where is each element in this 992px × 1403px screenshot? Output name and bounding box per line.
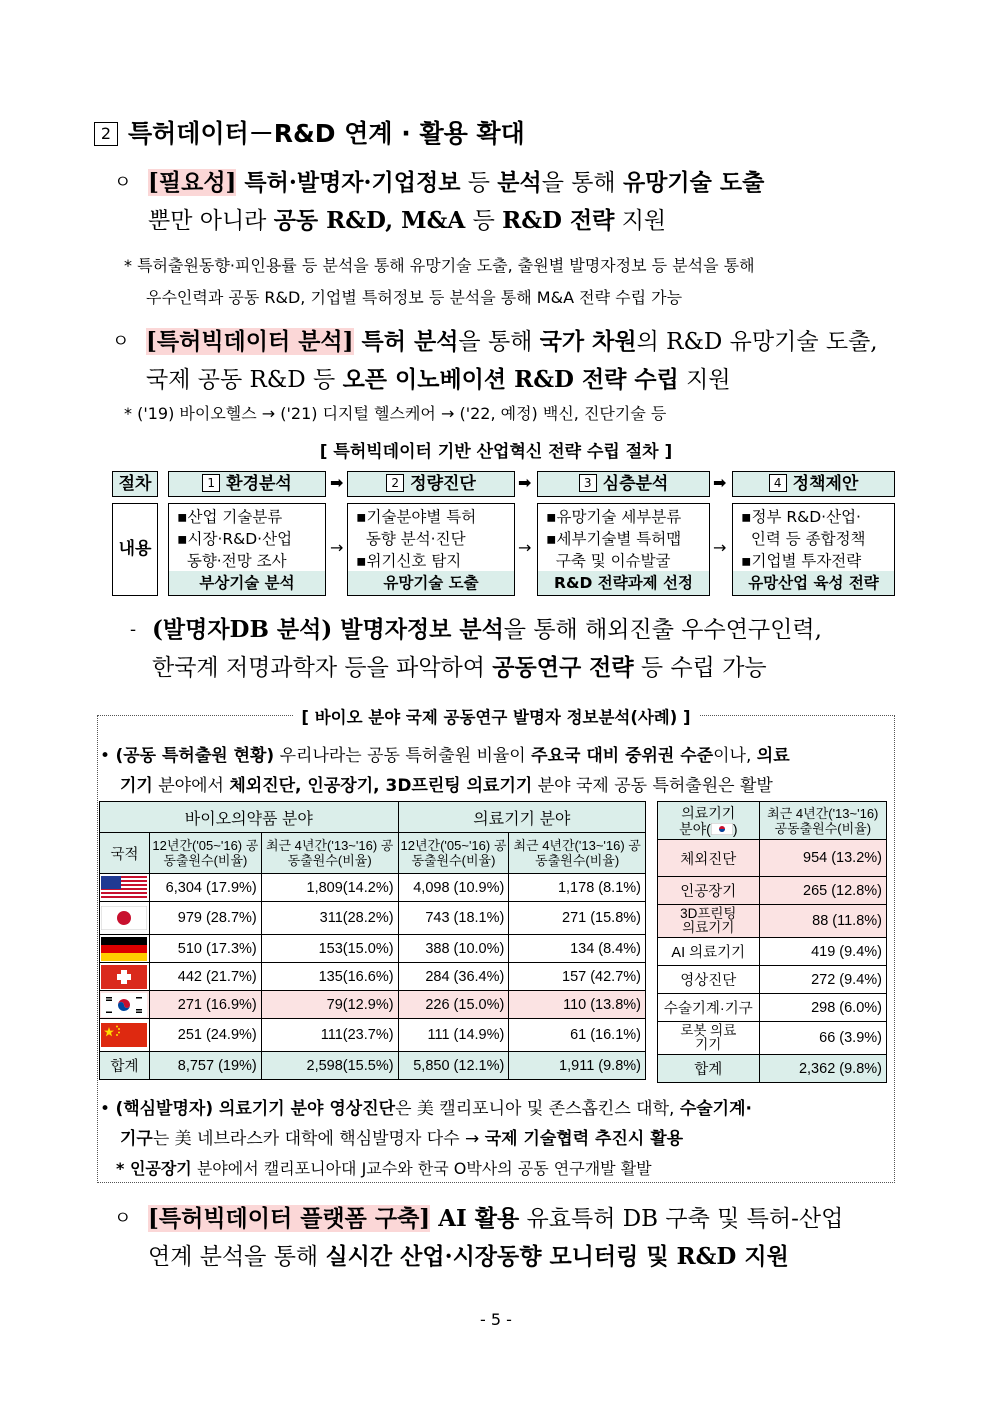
cell-med-12yr: 743 (18.1%) <box>398 902 509 935</box>
cell-med-12yr: 4,098 (10.9%) <box>398 874 509 902</box>
text: 뿐만 아니라 <box>148 208 274 234</box>
col-value-header: 최근 4년간('13~'16) 공동출원수(비율) <box>759 802 886 840</box>
cell-bio-12yr: 251 (24.9%) <box>149 1019 261 1052</box>
germany-flag-icon <box>101 937 147 961</box>
cell-bio-12yr: 442 (21.7%) <box>149 963 261 991</box>
arrow-right-icon: → <box>713 538 727 557</box>
col-med-4yr-header: 최근 4년간('13~'16) 공동출원수(비율) <box>509 833 646 874</box>
case-title: [ 바이오 분야 국제 공동연구 발명자 정보분석(사례) ] <box>293 708 698 727</box>
col-bio-12yr-header: 12년간('05~'16) 공동출원수(비율) <box>149 833 261 874</box>
arrow-right-icon: → <box>330 538 344 557</box>
para1-line1 <box>148 164 764 202</box>
cell-value: 66 (3.9%) <box>759 1022 886 1055</box>
text: 국제 공동 R&D 등 <box>146 367 343 393</box>
note-1-line1: * 특허출원동향·피인용률 등 분석을 통해 유망기술 도출, 출원별 발명자정보 등 분석을 통해 <box>124 256 755 275</box>
text-bold: 기구 <box>120 1129 153 1149</box>
text: 지원 <box>614 208 667 234</box>
paragraph-inventor-db <box>130 611 822 687</box>
text: 등 <box>460 170 498 196</box>
cell-med-4yr: 271 (15.8%) <box>509 902 646 935</box>
tag-platform: [특허빅데이터 플랫폼 구축] <box>148 1205 431 1232</box>
tag-inventor-db: (발명자DB 분석) <box>152 616 333 643</box>
flag-cell <box>100 963 150 991</box>
step-name: 정책제안 <box>792 474 859 494</box>
note-1-line2: 우수인력과 공동 R&D, 기업별 특허정보 등 분석을 통해 M&A 전략 수립 가능 <box>146 288 683 307</box>
row-label-content: 내용 <box>112 503 158 596</box>
text: 지원 <box>678 367 731 393</box>
cell-value: 265 (12.8%) <box>759 877 886 905</box>
cell-bio-12yr: 510 (17.3%) <box>149 935 261 963</box>
para2-line2 <box>146 361 878 399</box>
cell-value: 298 (6.0%) <box>759 994 886 1022</box>
text: 등 <box>465 208 503 234</box>
us-flag-icon <box>101 876 147 900</box>
step-4-content <box>732 503 895 596</box>
cell-field: 인공장기 <box>658 877 760 905</box>
step-1-content <box>168 503 326 596</box>
text-bold: * 인공장기 <box>116 1159 192 1178</box>
para4-line2 <box>148 1238 843 1276</box>
cell-med-12yr: 111 (14.9%) <box>398 1019 509 1052</box>
cell-med-12yr: 284 (36.4%) <box>398 963 509 991</box>
cell-bio-12yr: 979 (28.7%) <box>149 902 261 935</box>
table-row <box>658 905 887 938</box>
step-item: ▪산업 기술분류 <box>177 508 283 526</box>
paragraph-platform <box>114 1200 844 1276</box>
para1-line2 <box>148 202 764 240</box>
para3-line2 <box>152 649 822 687</box>
procedure-title: [ 특허빅데이터 기반 산업혁신 전략 수립 절차 ] <box>319 442 673 462</box>
text-bold: R&D 전략 <box>502 207 615 234</box>
cell-value: 88 (11.8%) <box>759 905 886 938</box>
text: 을 통해 해외진출 우수연구인력, <box>503 617 822 643</box>
total-med-12yr: 5,850 (12.1%) <box>398 1052 509 1080</box>
flag-cell <box>100 874 150 902</box>
total-label: 합계 <box>100 1052 150 1080</box>
step-result: R&D 전략과제 선정 <box>538 571 709 595</box>
case-title-wrap <box>0 704 992 728</box>
table-row <box>658 1022 887 1055</box>
tag-necessity: [필요성] <box>148 169 237 196</box>
step-item: ▪세부기술별 특허맵 <box>546 530 682 548</box>
table-row <box>658 966 887 994</box>
cell-med-4yr: 61 (16.1%) <box>509 1019 646 1052</box>
step-2-content <box>347 503 515 596</box>
cell-field: 로봇 의료기기 <box>658 1022 760 1055</box>
text-bold: 공동연구 전략 <box>492 654 634 681</box>
text: 등 수립 가능 <box>633 655 767 681</box>
case-bullet-2-line2 <box>100 1124 752 1154</box>
china-flag-icon <box>101 1023 147 1047</box>
cell-value: 419 (9.4%) <box>759 938 886 966</box>
cell-bio-4yr: 311(28.2%) <box>261 902 398 935</box>
text-bold: (핵심발명자) <box>115 1099 214 1119</box>
case-note <box>100 1154 752 1184</box>
text-bold: 기기 <box>120 776 153 796</box>
col-field-header <box>658 802 760 840</box>
table-row <box>100 1019 646 1052</box>
total-label: 합계 <box>658 1055 760 1083</box>
table-row <box>100 902 646 935</box>
step-item: ▪위기신호 탐지 <box>356 552 462 570</box>
col-field-label: ) <box>732 820 738 837</box>
text: 유효특허 DB 구축 및 특허-산업 <box>519 1206 844 1232</box>
text-bold: 의료기기 분야 영상진단 <box>213 1099 396 1119</box>
text-bold: 의료 <box>756 746 790 766</box>
group-bio-header: 바이오의약품 분야 <box>100 802 399 833</box>
cell-field: AI 의료기기 <box>658 938 760 966</box>
step-item: ▪기업별 투자전략 <box>741 552 862 570</box>
step-number: 2 <box>386 474 404 492</box>
cell-bio-12yr: 271 (16.9%) <box>149 991 261 1019</box>
section-number: 2 <box>94 122 118 146</box>
field-table <box>657 801 887 1083</box>
table-row <box>100 874 646 902</box>
flag-cell <box>100 902 150 935</box>
text: 우리나라는 공동 특허출원 비율이 <box>274 746 532 766</box>
text-bold: AI 활용 <box>430 1205 520 1232</box>
cell-bio-4yr: 135(16.6%) <box>261 963 398 991</box>
step-result: 유망기술 도출 <box>348 571 514 595</box>
step-name: 심층분석 <box>602 474 669 494</box>
table-row <box>658 938 887 966</box>
para3-line1 <box>152 611 822 649</box>
step-2-header <box>347 471 515 497</box>
table-row <box>658 994 887 1022</box>
cell-bio-12yr: 6,304 (17.9%) <box>149 874 261 902</box>
text-bold: 국제 기술협력 추진시 활용 <box>484 1129 684 1149</box>
cell-med-4yr: 157 (42.7%) <box>509 963 646 991</box>
paragraph-bigdata-analysis <box>112 323 878 399</box>
text: 의 R&D 유망기술 도출, <box>636 329 878 355</box>
text-bold: 특허·발명자·기업정보 <box>236 169 461 196</box>
step-number: 3 <box>579 474 597 492</box>
step-number: 1 <box>202 474 220 492</box>
cell-field: 수술기계·기구 <box>658 994 760 1022</box>
step-result: 유망산업 육성 전략 <box>733 571 894 595</box>
page-number: - 5 - <box>480 1310 512 1329</box>
step-item: ▪유망기술 세부분류 <box>546 508 682 526</box>
text-bold: 분석 <box>497 169 542 196</box>
row-label-step: 절차 <box>112 471 158 497</box>
arrow-right-icon: ➡ <box>330 473 344 492</box>
case-bullet-2 <box>100 1094 752 1184</box>
section-title-text: 특허데이터－R&D 연계 · 활용 확대 <box>128 119 525 148</box>
cell-med-4yr: 110 (13.8%) <box>509 991 646 1019</box>
text-bold: 특허 분석 <box>353 328 459 355</box>
flag-cell <box>100 1019 150 1052</box>
cell-med-12yr: 388 (10.0%) <box>398 935 509 963</box>
cell-bio-4yr: 1,809(14.2%) <box>261 874 398 902</box>
col-med-12yr-header: 12년간('05~'16) 공동출원수(비율) <box>398 833 509 874</box>
step-item: ▪정부 R&D·산업· <box>741 508 861 526</box>
para4-line1 <box>148 1200 843 1238</box>
text-bold: 실시간 산업·시장동향 모니터링 및 R&D 지원 <box>325 1243 789 1270</box>
step-name: 환경분석 <box>226 474 292 494</box>
step-3-header <box>537 471 710 497</box>
case-bullet-1-line1: • (공동 특허출원 현황) 우리나라는 공동 특허출원 비율이 주요국 대비 중위권 수준이나, 의료 <box>100 746 790 766</box>
step-item: 동향 분석·진단 <box>356 530 466 548</box>
table-total-row <box>658 1055 887 1083</box>
para2-line1 <box>146 323 878 361</box>
step-4-header <box>732 471 895 497</box>
text: 분야에서 캘리포니아대 J교수와 한국 O박사의 공동 연구개발 활발 <box>191 1159 652 1178</box>
arrow-right-icon: ➡ <box>518 473 532 492</box>
step-name: 정량진단 <box>410 474 476 494</box>
table-row <box>658 840 887 877</box>
step-1-header <box>168 471 326 497</box>
text-bold: 발명자정보 분석 <box>332 616 504 643</box>
bullet-dash: - <box>130 619 137 640</box>
step-item: 구축 및 이슈발굴 <box>546 552 671 570</box>
section-title <box>94 114 525 150</box>
text-bold: 국가 차원 <box>539 328 637 355</box>
cell-med-4yr: 134 (8.4%) <box>509 935 646 963</box>
bullet-circle: ㅇ <box>114 1208 132 1229</box>
step-item: 인력 등 종합정책 <box>741 530 866 548</box>
note-1 <box>124 250 755 314</box>
bullet-circle: ㅇ <box>114 172 132 193</box>
cell-bio-4yr: 153(15.0%) <box>261 935 398 963</box>
step-3-content <box>537 503 710 596</box>
note-2: * ('19) 바이오헬스 → ('21) 디지털 헬스케어 → ('22, 예정) 백신, 진단기술 등 <box>124 404 667 423</box>
bullet-circle: ㅇ <box>112 331 130 352</box>
total-med-4yr: 1,911 (9.8%) <box>509 1052 646 1080</box>
swiss-flag-icon <box>101 965 147 989</box>
text-bold: 체외진단, 인공장기, 3D프린팅 의료기기 <box>229 776 533 796</box>
step-item: ▪기술분야별 특허 <box>356 508 477 526</box>
cell-field: 체외진단 <box>658 840 760 877</box>
text: 한국계 저명과학자 등을 파악하여 <box>152 655 493 681</box>
table-total-row <box>100 1052 646 1080</box>
text: 분야에서 <box>152 776 230 796</box>
table-row <box>100 935 646 963</box>
case-bullet-1 <box>100 741 790 801</box>
country-table <box>99 801 646 1080</box>
cell-field: 3D프린팅 의료기기 <box>658 905 760 938</box>
table-row <box>658 877 887 905</box>
arrow-right-icon: ➡ <box>713 473 727 492</box>
arrow-right-icon: → <box>518 538 532 557</box>
text: 을 통해 <box>458 329 540 355</box>
text-bold: 오픈 이노베이션 R&D 전략 수립 <box>342 366 679 393</box>
group-med-header: 의료기기 분야 <box>398 802 645 833</box>
text-bold: 수술기계· <box>679 1099 752 1119</box>
cell-bio-4yr: 111(23.7%) <box>261 1019 398 1052</box>
cell-med-4yr: 1,178 (8.1%) <box>509 874 646 902</box>
cell-bio-4yr: 79(12.9%) <box>261 991 398 1019</box>
cell-value: 954 (13.2%) <box>759 840 886 877</box>
text: 분야 국제 공동 특허출원은 활발 <box>532 776 773 796</box>
flag-cell <box>100 935 150 963</box>
text-bold: 공동 R&D, M&A <box>273 207 466 234</box>
step-item: 동향·전망 조사 <box>177 552 287 570</box>
korea-flag-icon <box>711 823 733 835</box>
text-bold: 주요국 대비 중위권 수준 <box>531 746 714 766</box>
tag-bigdata-analysis: [특허빅데이터 분석] <box>146 328 354 355</box>
col-field-label: 분야( <box>679 820 711 837</box>
col-field-label: 의료기기 <box>681 804 736 821</box>
total-bio-12yr: 8,757 (19%) <box>149 1052 261 1080</box>
text-bold: 유망기술 도출 <box>622 169 765 196</box>
cell-med-12yr: 226 (15.0%) <box>398 991 509 1019</box>
case-bullet-1-line2 <box>100 771 790 801</box>
total-bio-4yr: 2,598(15.5%) <box>261 1052 398 1080</box>
text: 은 美 캘리포니아 및 존스홉킨스 대학, <box>395 1099 680 1119</box>
col-country-label: 국적 <box>110 846 139 863</box>
table-row <box>100 991 646 1019</box>
col-country-header <box>100 833 150 874</box>
case-bullet-2-line1: • (핵심발명자) 의료기기 분야 영상진단은 美 캘리포니아 및 존스홉킨스 대학, 수술기계· <box>100 1099 752 1119</box>
cell-value: 272 (9.4%) <box>759 966 886 994</box>
text: 을 통해 <box>541 170 623 196</box>
text: 는 美 네브라스카 대학에 핵심발명자 다수 → <box>152 1129 485 1149</box>
korea-flag-icon <box>101 993 147 1017</box>
table-row <box>100 963 646 991</box>
step-number: 4 <box>769 474 787 492</box>
total-value: 2,362 (9.8%) <box>759 1055 886 1083</box>
text: 이나, <box>713 746 757 766</box>
col-bio-4yr-header: 최근 4년간('13~'16) 공동출원수(비율) <box>261 833 398 874</box>
text-bold: (공동 특허출원 현황) <box>115 746 275 766</box>
step-result: 부상기술 분석 <box>169 571 325 595</box>
text: 연계 분석을 통해 <box>148 1244 326 1270</box>
step-item: ▪시장·R&D·산업 <box>177 530 293 548</box>
cell-field: 영상진단 <box>658 966 760 994</box>
flag-cell <box>100 991 150 1019</box>
japan-flag-icon <box>101 906 147 930</box>
paragraph-necessity <box>114 164 765 240</box>
